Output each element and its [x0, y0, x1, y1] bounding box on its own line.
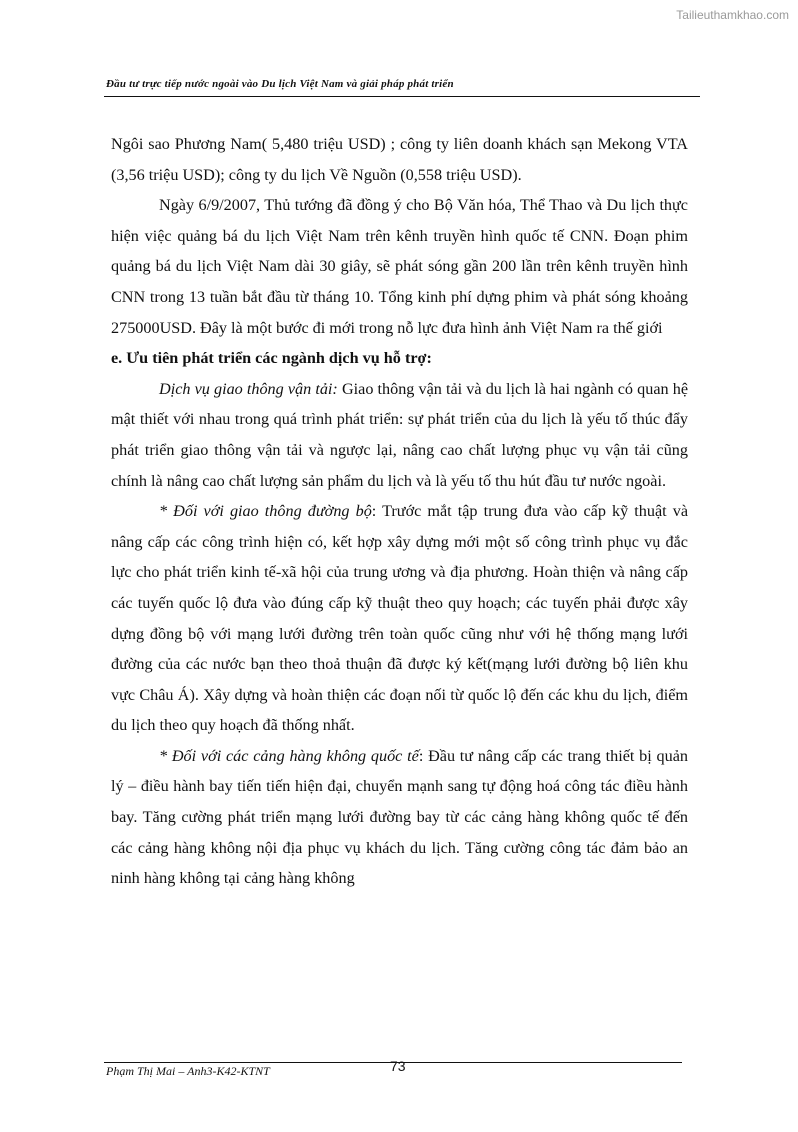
watermark: Tailieuthamkhao.com [676, 8, 789, 22]
footer-author: Phạm Thị Mai – Anh3-K42-KTNT [106, 1064, 270, 1078]
paragraph-road-label: * Đối với giao thông đường bộ [159, 502, 372, 521]
paragraph-road-text: : Trước mắt tập trung đưa vào cấp kỹ thuật và nâng cấp các công trình hiện có, kết hợp xây dựng mới một số công trình phục vụ đắc lực cho phát triển kinh tế-xã hội của trung ương và địa phương. Hoàn thiện và nâng cấp các tuyến quốc lộ đưa vào đúng cấp kỹ thuật theo quy hoạch; các tuyến phải được xây dựng đồng bộ với mạng lưới đường trên toàn quốc cũng như với hệ thống mạng lưới đường của các nước bạn theo thoả thuận đã được ký kết(mạng lưới đường bộ liên khu vực Châu Á). Xây dựng và hoàn thiện các đoạn nối từ quốc lộ đến các khu du lịch, điểm du lịch theo quy hoạch đã thống nhất. [111, 502, 688, 735]
header-divider [104, 96, 700, 97]
section-heading-e: e. Ưu tiên phát triển các ngành dịch vụ hỗ trợ: [111, 349, 432, 368]
paragraph-airport [111, 741, 688, 894]
paragraph-road [111, 496, 688, 741]
page-number: 73 [390, 1058, 406, 1074]
paragraph-2: Ngày 6/9/2007, Thủ tướng đã đồng ý cho Bộ Văn hóa, Thể Thao và Du lịch thực hiện việc quảng bá du lịch Việt Nam trên kênh truyền hình quốc tế CNN. Đoạn phim quảng bá du lịch Việt Nam dài 30 giây, sẽ phát sóng gần 200 lần trên kênh truyền hình CNN trong 13 tuần bắt đầu từ tháng 10. Tổng kinh phí dựng phim và phát sóng khoảng 275000USD. Đây là một bước đi mới trong nỗ lực đưa hình ảnh Việt Nam ra thế giới [111, 196, 688, 337]
paragraph-transport-text: Giao thông vận tải và du lịch là hai ngành có quan hệ mật thiết với nhau trong quá trình phát triển: sự phát triển của du lịch là yếu tố thúc đẩy phát triển giao thông vận tải và ngược lại, nâng cao chất lượng phục vụ vận tải cũng chính là nâng cao chất lượng sản phẩm du lịch và là yếu tố thu hút đầu tư nước ngoài. [111, 379, 688, 490]
running-header: Đầu tư trực tiếp nước ngoài vào Du lịch Việt Nam và giải pháp phát triển [106, 78, 454, 90]
document-body [111, 129, 688, 894]
paragraph-airport-text: : Đầu tư nâng cấp các trang thiết bị quản lý – điều hành bay tiến tiến hiện đại, chuyển mạnh sang tự động hoá công tác điều hành bay. Tăng cường phát triển mạng lưới đường bay từ các cảng hàng không quốc tế đến các cảng hàng không nội địa phục vụ khách du lịch. Tăng cường công tác đảm bảo an ninh hàng không tại cảng hàng không [111, 746, 688, 888]
paragraph-transport-label: Dịch vụ giao thông vận tải: [159, 379, 338, 398]
paragraph-airport-label: * Đối với các cảng hàng không quốc tế [159, 746, 419, 765]
paragraph-transport [111, 374, 688, 496]
paragraph-1: Ngôi sao Phương Nam( 5,480 triệu USD) ; công ty liên doanh khách sạn Mekong VTA (3,56 triệu USD); công ty du lịch Về Nguồn (0,558 triệu USD). [111, 135, 688, 184]
